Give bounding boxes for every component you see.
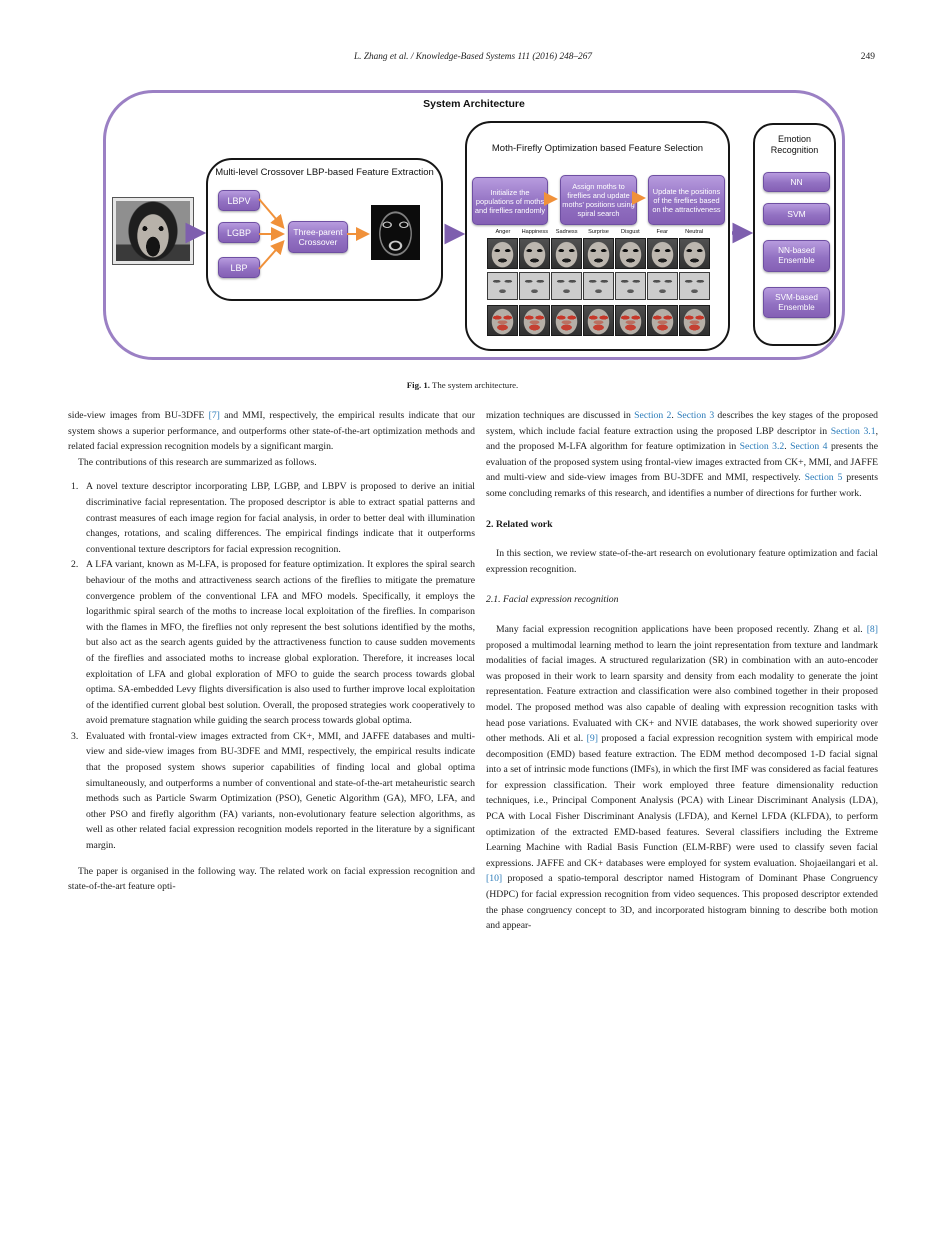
figure-caption-text: The system architecture. [432, 380, 519, 390]
face-image [615, 238, 646, 269]
feature-map-image [647, 272, 678, 300]
feature-selection-title: Moth-Firefly Optimization based Feature Selection [491, 143, 704, 154]
emotion-label: Disgust [621, 229, 640, 235]
emotion-recognition-title: Emotion Recognition [770, 134, 819, 155]
emotion-labels [487, 229, 710, 235]
list-item [68, 557, 475, 729]
feature-map-image [583, 272, 614, 300]
citation-link[interactable]: [7] [208, 410, 220, 421]
text-run: , and the proposed M-LFA algorithm for feature optimization in [486, 425, 878, 453]
running-header: L. Zhang et al. / Knowledge-Based Systems 111 (2016) 248–267 [354, 52, 592, 62]
lgbp-box: LGBP [218, 222, 260, 243]
lbp-feature-image [371, 205, 420, 260]
face-image [551, 238, 582, 269]
list-text: A LFA variant, known as M-LFA, is proposed for feature optimization. It explores the spiral search behaviour of the moths and attractiveness search actions of the fireflies to mitigate the premature convergence problem of the conventional LFA and MFO models. Specifically, it employs the logarithmic spiral search of the moths to increase local exploitation of the fireflies. In comparison with the flames in MFO, the fireflies not only represent the best solutions identified by the moths, but also act as the search agents guided by the attractiveness function to cause sudden movements of the fireflies and associated moths to increase global exploration. Therefore, it increases local exploitation of LFA and global exploration of MFO to guide the search process towards global optima. SA-embedded Levy flights diversification is also used to further improve local exploitation of the identified current global best solution. Overall, the proposed strategies work cooperatively to avoid premature stagnation while guiding the search process towards global optima. [86, 559, 475, 727]
face-row-features [487, 272, 711, 300]
section-heading-related-work: 2. Related work [486, 518, 553, 530]
citation-link[interactable]: [10] [486, 873, 503, 885]
paragraph [486, 622, 878, 934]
highlighted-face-image [583, 305, 614, 336]
face-image [679, 238, 710, 269]
highlighted-face-image [679, 305, 710, 336]
text-run: proposed a spatio-temporal descriptor named Histogram of Dominant Phase Congruency (HDPC) for facial expression recognition from video sequences. This proposed descriptor extended the phase congruency concept to 3D, and incorporated histogram binning to describe both motion and appear- [486, 873, 878, 932]
face-image [519, 238, 550, 269]
input-face-image [113, 198, 193, 264]
contributions-list [68, 479, 475, 853]
highlighted-face-image [647, 305, 678, 336]
list-text: Evaluated with frontal-view images extracted from CK+, MMI, and JAFFE databases and multi-view and side-view images from BU-3DFE and MMI, respectively, the empirical results indicate that the proposed system shows superior capabilities of finding local and global optima simultaneously, and outperforms a number of conventional and state-of-the-art metaheuristic search methods such as Particle Swarm Optimization (PSO), Genetic Algorithm (GA), MFO, LFA, and other PSO and firefly algorithm (FA) variants, non-evolutionary feature selection algorithms, as well as other related facial expression recognition models reported in the literature by a significant margin. [86, 730, 475, 852]
emotion-label: Neutral [685, 229, 704, 235]
list-number: 1. [71, 481, 79, 493]
right-column [486, 408, 878, 934]
svm-ensemble-box: SVM-based Ensemble [763, 287, 830, 318]
face-row-grayscale [487, 238, 711, 269]
feature-map-image [679, 272, 710, 300]
list-number: 3. [71, 730, 79, 742]
mfo-step-3: Update the positions of the fireflies based on the attractiveness [648, 175, 725, 225]
figure-caption-label: Fig. 1. [406, 380, 430, 390]
face-image [487, 238, 518, 269]
text-run: presents the evaluation of the proposed system using frontal-view images extracted from CK+, MMI, and JAFFE and multi-view and side-view images from BU-3DFE and MMI, respectively. [486, 441, 878, 484]
feature-map-image [615, 272, 646, 300]
list-item [68, 479, 475, 557]
text-run: . [784, 441, 791, 453]
svm-box: SVM [763, 203, 830, 225]
emotion-label: Fear [656, 229, 668, 235]
face-row-selected-features [487, 305, 711, 336]
text-run: side-view images from BU-3DFE [68, 410, 209, 421]
face-image [583, 238, 614, 269]
emotion-label: Happiness [521, 229, 548, 235]
citation-link[interactable]: Section 2 [634, 410, 672, 421]
feature-map-image [519, 272, 550, 300]
highlighted-face-image [487, 305, 518, 336]
feature-map-image [551, 272, 582, 300]
list-number: 2. [71, 559, 79, 571]
text-run: and MMI, respectively, the empirical results indicate that our system shows a superior performance, and outperforms other state-of-the-art optimization methods and related facial expression recognition models by a significant margin. [68, 410, 476, 453]
emotion-label: Anger [495, 229, 511, 235]
list-text: A novel texture descriptor incorporating LBP, LGBP, and LBPV is proposed to derive an initial discriminative facial representation. The proposed descriptor is able to extract spatial patterns and contrast measures of each image region for facial analysis, in order to better deal with illumination changes, rotations, and scaling differences. The empirical findings indicate that it outperforms conventional texture descriptors for facial expression recognition. [86, 481, 475, 555]
paragraph: The paper is organised in the following way. The related work on facial expression recognition and state-of-the-art feature opti- [68, 865, 475, 893]
text-run: . [671, 410, 677, 421]
figure-caption [0, 380, 925, 390]
paragraph [68, 408, 475, 455]
emotion-label: Sadness [555, 229, 578, 235]
feature-selection-block [465, 121, 730, 351]
feature-extraction-title: Multi-level Crossover LBP-based Feature Extraction [215, 167, 434, 178]
emotion-recognition-block [753, 123, 836, 346]
paragraph: The contributions of this research are summarized as follows. [78, 456, 317, 468]
mfo-step-1: Initialize the populations of moths and fireflies randomly [472, 177, 548, 225]
text-run: Many facial expression recognition applications have been proposed recently. Zhang et al. [496, 623, 867, 635]
figure-title: System Architecture [423, 98, 525, 110]
citation-link[interactable]: Section 3 [677, 410, 715, 421]
citation-link[interactable]: [9] [586, 733, 598, 745]
citation-link[interactable]: Section 3.2 [739, 441, 785, 453]
subsection-heading-facial-expression-recognition: 2.1. Facial expression recognition [486, 594, 619, 606]
lbp-box: LBP [218, 257, 260, 278]
paragraph [486, 408, 878, 502]
three-parent-crossover-box: Three-parent Crossover [288, 221, 348, 253]
text-run: presents some concluding remarks of this research, and identifies a number of directions for further work. [486, 472, 879, 499]
list-item [68, 729, 475, 854]
citation-link[interactable]: Section 4 [790, 441, 828, 453]
highlighted-face-image [519, 305, 550, 336]
lbpv-box: LBPV [218, 190, 260, 211]
text-run: mization techniques are discussed in [486, 410, 635, 421]
nn-ensemble-box: NN-based Ensemble [763, 240, 830, 272]
text-run: describes the key stages of the proposed system, which include facial feature extraction using the proposed LBP descriptor in [486, 410, 878, 437]
citation-link[interactable]: [8] [866, 623, 878, 635]
face-image [647, 238, 678, 269]
page-number: 249 [860, 52, 875, 62]
feature-map-image [487, 272, 518, 300]
text-run: proposed a facial expression recognition system with empirical mode decomposition (EMD) based feature extraction. The EDM method decomposed 1-D facial signal into a set of intrinsic mode functions (IMFs), in which the first IMF was considered as facial features for expression classification. Their work employed three feature dimensionality reduction techniques, i.e., Principal Component Analysis (PCA) with Linear Discriminant Analysis (LDA), PCA with Local Fisher Discriminant Analysis (LFDA), and Kernel LFDA (KLFDA), to perform optimization of the extracted EMD-based features. Several classifiers including the Extreme Learning Machine with Radial Basis Function (ELM-RBF) were used to classify seven facial expressions. JAFFE and CK+ databases were employed for system evaluation. Shojaeilangari et al. [486, 733, 879, 869]
highlighted-face-image [615, 305, 646, 336]
left-column [68, 408, 475, 895]
citation-link[interactable]: Section 5 [804, 472, 843, 484]
paragraph: In this section, we review state-of-the-art research on evolutionary feature optimization and facial expression recognition. [486, 548, 878, 575]
figure-system-architecture [103, 90, 845, 360]
mfo-step-2: Assign moths to fireflies and update moths’ positions using spiral search [560, 175, 637, 225]
citation-link[interactable]: Section 3.1 [830, 425, 876, 437]
emotion-label: Surprise [588, 229, 609, 235]
text-run: proposed a multimodal learning method to learn the joint representation from texture and landmark modalities of facial images. A structured regularization (SR) in combination with an auto-encoder was proposed in their work to learn sparsity and density from each modality to generate the joint representation. Feature extraction and classification were also combined together in their proposed model. The proposed method was also capable of dealing with expression recognition tasks with head pose variations. Evaluated with CK+ and NVIE databases, the work showed superiority over other methods. Ali et al. [486, 639, 878, 745]
highlighted-face-image [551, 305, 582, 336]
nn-box: NN [763, 172, 830, 192]
